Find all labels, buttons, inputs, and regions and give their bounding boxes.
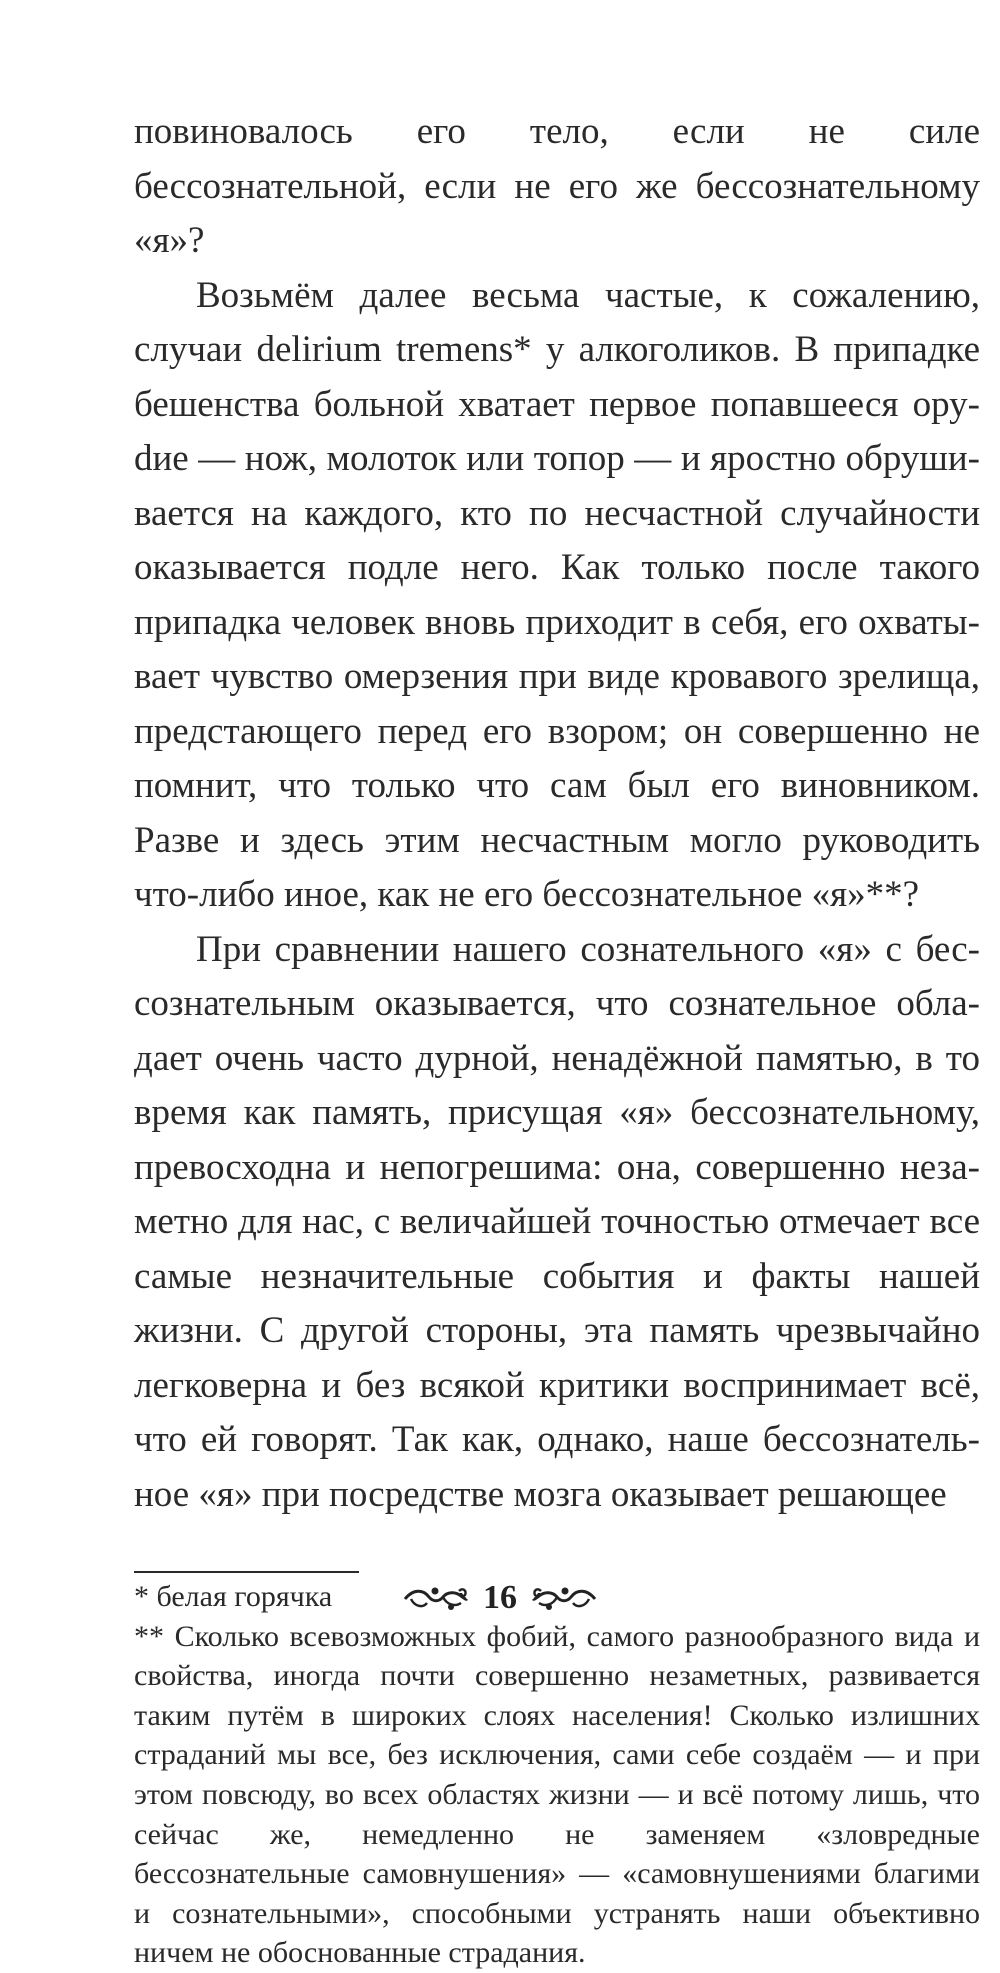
footnote-2: ** Сколько всевозможных фобий, самого разнообразного вида и свойства, иногда почти совершенно незаметных, развивается таким путём в широких слоях населения! Сколько излишних страданий мы все, без исключения, сами себе создаём — и при этом повсюду, во всех областях жизни — и всё потому лишь, что сейчас же, немедленно не заменяем «зловредные бессознательные самовнушения» — «самовнушениями благими и сознательными», способными устранять наши объективно ничем не обоснованные страдания.: [134, 1619, 980, 1970]
body-text: [134, 105, 980, 1522]
paragraph-3: При сравнении нашего сознательного «я» с бессознательным оказывается, что сознательное обладает очень часто дурной, ненадёжной памятью, в то время как память, присущая «я» бессознательному, превосходна и непогрешима: она, совершенно незаметно для нас, с величайшей точностью отмечает все самые незначительные события и факты нашей жизни. С другой стороны, эта память чрезвычайно легковерна и без всякой критики воспринимает всё, что ей говорят. Так как, однако, наше бессознательное «я» при посредстве мозга оказывает решающее: [134, 928, 980, 1515]
footnotes: [134, 1577, 980, 1973]
footnote-divider: [134, 1571, 359, 1573]
floral-ornament-left-icon: [403, 1583, 469, 1613]
floral-ornament-right-icon: [531, 1583, 597, 1613]
paragraph-2: Возьмём далее весьма частые, к сожалению, случаи delirium tremens* у алкоголиков. В припадке бешенства больной хватает первое попавшееся оруdие — нож, молоток или топор — и яростно обрушивается на каждого, кто по несчастной случайности оказывается подле него. Как только после такого припадка человек вновь приходит в себя, его охватывает чувство омерзения при виде кровавого зрелища, предстающего перед его взором; он совершенно не помнит, что только что сам был его виновником. Разве и здесь этим несчастным могло руководить что-либо иное, как не его бессознательное «я»**?: [134, 274, 980, 915]
page-footer: [0, 1578, 1000, 1618]
paragraph-1: повиновалось его тело, если не силе бессознательной, если не его же бессознательному «я»?: [134, 111, 980, 261]
page: [134, 105, 980, 1973]
footnote-1: * белая горячка: [134, 1580, 333, 1613]
page-number: 16: [483, 1579, 517, 1616]
